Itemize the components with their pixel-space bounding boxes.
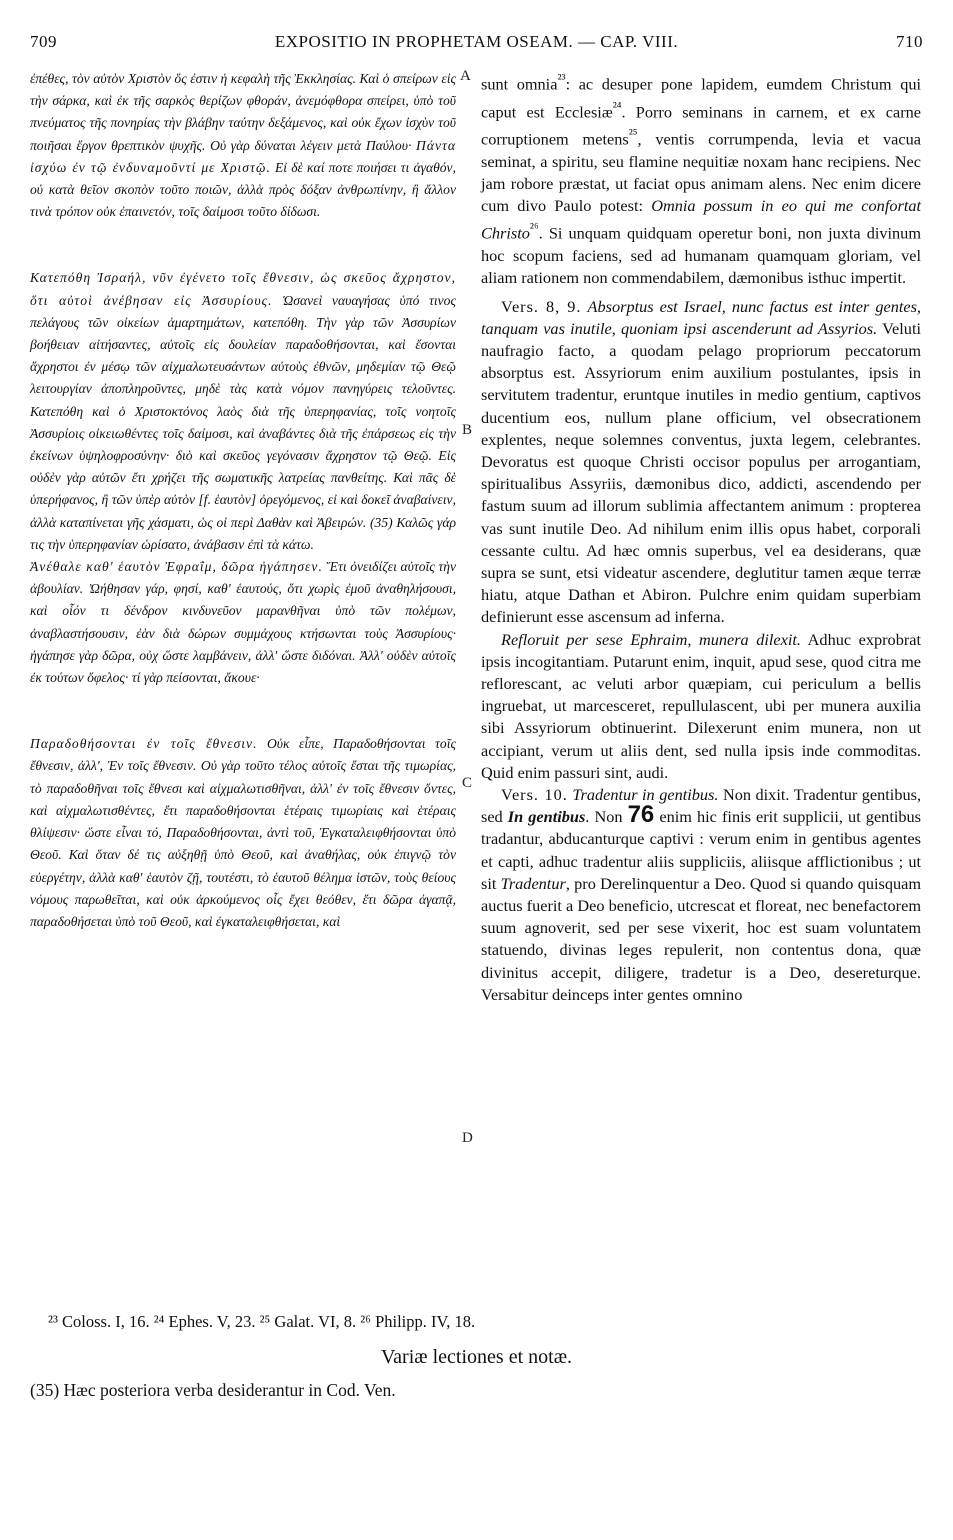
latin-lemma: Tradentur in gentibus. [572,784,719,804]
latin-text: . Si unquam quidquam operetur boni, non juxta divinum hoc scopum faciens, sed ad humanam quamquam gloriam, vel aliam rationem non commendabilem, dæmonibus isthuc impertit. [481,223,921,288]
greek-paragraph-4 [30,733,456,933]
latin-lemma: Refloruit per sese Ephraim, munera dilexit. [501,629,802,649]
latin-text: Adhuc exprobrat ipsis incogitantiam. Putarunt enim, inquit, apud sese, quod citra me reflorescant, ac veluti arbor quæpiam, cui periculum a bellis ingruebat, ut marcesceret, repullulascent, ubi per munera auxilia sibi Assyriorum obtinuerint. Dilexerunt enim munera, non ut accipiant, verum ut aliis dent, sed nulla ipsis inde commoditas. Quid enim passuri sint, audi. [481,629,922,782]
footnote-ref-26: ²⁶ [529,220,539,236]
margin-marker-c: C [462,775,473,791]
page-number-left: 709 [30,32,57,51]
greek-text: Ὡσανεὶ ναυαγήσας ὑπό τινος πελάγους τῶν οἰκείων ἁμαρτημάτων, κατεπόθη. Τὴν γὰρ τῶν Ἀσσυρίων βοήθειαν αἰτήσαντες, αὐτοῖς εἰς δουλείαν παραδοθήσονται, καὶ ἔσονται ἄχρηστοι ἐν μέσῳ τῶν αἰχμαλωτευσάντων αὐτοὺς ἐθνῶν, μηδεμίαν τῷ Θεῷ λειτουργίαν ἀποπληροῦντες, μηδὲ τὰς κατὰ νόμον πανηγύρεις τελοῦντες. Κατεπόθη καὶ ὁ Χριστοκτόνος λαὸς διὰ τῆς ὑπερηφανίας, τοῖς νοητοῖς Ἀσσυρίοις οἰκειωθέντες τοῖς δαίμοσι, καὶ ἀναβάντες διὰ τῆς ἐπάρσεως εἰς τὴν ἐκείνων ὑψηλοφροσύνην· διὸ καὶ σκεῦος γεγόνασιν ἄχρηστον τῷ Θεῷ. Εἰς οὐδὲν γὰρ αὐτῶν ἔτι χρήζει τῆς σωματικῆς λατρείας πανθείτης. Καὶ πᾶς δὲ ὑπερήφανος, ἢ τῶν ὑπὲρ αὐτὸν [f. ἑαυτὸν] ὀρεγόμενος, εἰ καὶ δοκεῖ ἀναβαίνειν, ἀλλὰ καταπίνεται γῆς χάσματι, ὡς οἱ περὶ Δαθὰν καὶ Ἀβειρών. (35) Καλῶς γάρ τις τὴν ὑπερηφανίαν ὡρίσατο, ἀνάβασιν ἐπὶ τὰ κάτω. [30,292,456,552]
latin-text: sunt omnia [481,74,558,94]
latin-paragraph-4 [481,784,921,1006]
greek-text: Εἰ δὲ καί ποτε ποιήσει τι ἀγαθόν, οὐ κατὰ θεῖον σκοπὸν τοῦτο ποιῶν, ἀλλὰ πρὸς δόξαν ἀνθρωπίνην, ἢ ἄλλον τινὰ τρόπον οὐκ ἐπαινετόν, τοῖς δαίμοσι τοῦτο δίδωσι. [30,159,456,220]
footnote-ref-24: ²⁴ [612,98,622,114]
greek-paragraph-2 [30,267,456,556]
latin-paragraph-1 [481,68,921,290]
greek-text: Οὐκ εἶπε, Παραδοθήσονται τοῖς ἔθνεσιν, ἀλλ', Ἐν τοῖς ἔθνεσιν. Οὐ γὰρ τοῦτο τέλος αὐτοῖς ἔσται τῆς τιμωρίας, τὸ παραδοθῆναι τοῖς ἔθνεσι καὶ αἰχμαλωτισθῆναι, ἀλλ' ἐν τοῖς ἔθνεσιν ὄντες, καὶ αἰχμαλωτισθέντες, ἔτι παραδοθήσονται ἑτέραις τιμωρίαις καὶ ἑτέραις θλίψεσιν· ὥστε εἶναι τό, Παραδοθήσονται, ἀντὶ τοῦ, Ἐγκαταλειφθήσονται ὑπὸ Θεοῦ. Καὶ ὅταν δέ τις αὐξηθῇ ὑπὸ Θεοῦ, καὶ ἀναθήλας, οὐκ ἐπιγνῷ τὸν εὐεργέτην, ἀλλὰ καθ' ἑαυτὸν ζῇ, τουτέστι, τὸ ἑαυτοῦ θέλημα ἱστῶν, τοὺς θείους νόμους παρωθεῖται, καὶ οὐκ ἀρκούμενος οἷς ἔχει θεόθεν, ἔτι δῶρα ἀγαπᾷ, παραδοθήσεται ὑπὸ τοῦ Θεοῦ, καὶ ἐγκαταλειφθήσεται, καὶ [30,736,456,929]
latin-lemma: Absorptus est Israel, nunc factus est inter gentes, tanquam vas inutile, quoniam ipsi ascenderunt ad Assyrios. [481,296,921,338]
latin-text: . Porro seminans in carnem, et ex carne corruptionem metens [481,102,921,149]
running-header [30,32,923,56]
greek-quote: Πάντα ἰσχύω ἐν τῷ ἐνδυναμοῦντί με Χριστῷ. [30,137,457,175]
variae-title: Variæ lectiones et notæ. [380,1346,573,1368]
latin-text: . Non [585,807,623,827]
latin-emphasis: In gentibus [507,807,586,827]
greek-text: ἐπέθες, τὸν αὐτὸν Χριστὸν ὅς ἐστιν ἡ κεφαλὴ τῆς Ἐκκλησίας. Καὶ ὁ σπείρων εἰς τὴν σάρκα, καὶ ἐκ τῆς σαρκὸς θερίζων φθοράν, ἀνεμόφθορα σπείρει, ὑπὸ τοῦ πνεύματος τῆς πονηρίας τὴν βλάβην ταύτην δεξάμενος, καὶ οὐκ ἔχων ἰσχὺν τοῦ ποιῆσαι ἔργον θρεπτικὸν ψυχῆς. Οὐ γὰρ δύναται λέγειν μετὰ Παύλου· [30,71,456,153]
greek-lemma: Ἀνέθαλε καθ' ἑαυτὸν Ἐφραΐμ, δῶρα ἠγάπησεν. [30,559,323,575]
running-title: EXPOSITIO IN PROPHETAM OSEAM. — CAP. VIII. [274,32,679,51]
verse-label: Vers. 10. [501,784,568,804]
column-number-76: 76 [627,801,655,829]
greek-paragraph-1 [30,68,456,223]
variae-note: (35) Hæc posteriora verba desiderantur in Cod. Ven. [30,1380,396,1400]
margin-marker-a: A [460,68,471,84]
page-number-right: 710 [896,32,923,51]
latin-text: : ac desuper pone lapidem, eumdem Christum qui caput est Ecclesiæ [481,74,921,122]
greek-text: Ἔτι ὀνειδίζει αὐτοῖς τὴν ἀβουλίαν. Ὠήθησαν γάρ, φησί, καθ' ἑαυτούς, ὅτι χωρὶς ἐμοῦ ἀναθηλήσουσι, καὶ οἷόν τι δένδρον κινδυνεῦον μαρανθῆναι ὑπὸ τῶν πολέμων, ἀναβλαστήσουσιν, ἐὰν διὰ δώρων συμμάχους κτήσωνται τοὺς Ἀσσυρίους· ἠγάπησε γὰρ δῶρα, οὐχ ὥστε λαμβάνειν, ἀλλ' ὥστε διδόναι. Ἀλλ' οὐδὲν αὐτοῖς ἐκ τούτων ὄφελος· τί γὰρ πείσονται, ἄκουε· [30,559,456,686]
footnote-ref-23: ²³ [557,71,566,86]
latin-emphasis: Tradentur [500,873,566,893]
greek-lemma: Κατεπόθη Ἰσραήλ, νῦν ἐγένετο τοῖς ἔθνεσιν, ὡς σκεῦος ἄχρηστον, ὅτι αὐτοὶ ἀνέβησαν εἰς Ἀσσυρίους. [30,270,456,308]
greek-paragraph-3 [30,556,456,689]
footnote-ref-25: ²⁵ [628,126,638,142]
latin-text: Veluti naufragio facto, a quodam pelago propriorum peccatorum absorptus est. Assyriorum enim auxilium postulantes, ipsis in servitutem tradentur, eruntque inutiles in medio gentium, captivos ducentium eos, nullum plane officium, vel obsecrationem explentes, neque solemnes conventus, juxta legem, celebrantes. Devoratus est quoque Christi occisor populus per arrogantiam, spiritualibus Assyriis, dæmonibus dico, addicti, ascendendo per fastum suum ad illorum sublimia affectantem animum : propterea vas sunt inutile Deo. Ad nihilum enim illis opus habet, corporali cessante cultu. Ad hæc omnis superbus, vel ea desiderans, quæ supra se sunt, etsi videatur ascendere, deglutitur tamen æque terræ hiatu, atque Dathan et Abiron. Pulchre enim quidam superbiam definierunt esse ascensum ad inferna. [481,318,921,627]
latin-column [481,68,921,1006]
verse-label: Vers. 8, 9. [501,296,582,316]
latin-quote: Omnia possum in eo qui me confortat Christo [481,196,922,243]
latin-text: enim hic finis erit supplicii, ut gentibus tradantur, abducanturque captivi : verum enim in gentibus agentes et capti, adhuc tradentur aliis suppliciis, aliisque afflictionibus ; ut sit [481,807,921,893]
latin-text: , ventis corrumpenda, levia et vacua seminat, a spiritu, seu flamine nequitiæ noxam hanc recipiens. Nec jam robore præstat, ut faciat opus animam alens. Nec enim dicere cum divo Paulo potest: [481,129,922,216]
latin-paragraph-3 [481,629,921,784]
footnotes: ²³ Coloss. I, 16. ²⁴ Ephes. V, 23. ²⁵ Galat. VI, 8. ²⁶ Philipp. IV, 18. [48,1312,476,1331]
margin-marker-b: B [462,422,473,438]
latin-text: , pro Derelinquentur a Deo. Quod si quando quisquam auctus fuerit a Deo beneficio, utcrescat et floreat, nec benefactorem suum agnoverit, sed per sese vixerit, hoc est suam voluntatem statuendo, divinas leges repulerit, non contentus dona, quæ divinitus accepit, diligere, tradetur is a Deo, desereturque. Versabitur deinceps inter gentes omnino [481,873,922,1004]
latin-text: Non dixit. Tradentur gentibus, sed [481,784,922,827]
latin-paragraph-2 [481,296,921,629]
greek-lemma: Παραδοθήσονται ἐν τοῖς ἔθνεσιν. [30,736,258,752]
greek-column [30,68,456,933]
margin-marker-d: D [462,1130,473,1146]
